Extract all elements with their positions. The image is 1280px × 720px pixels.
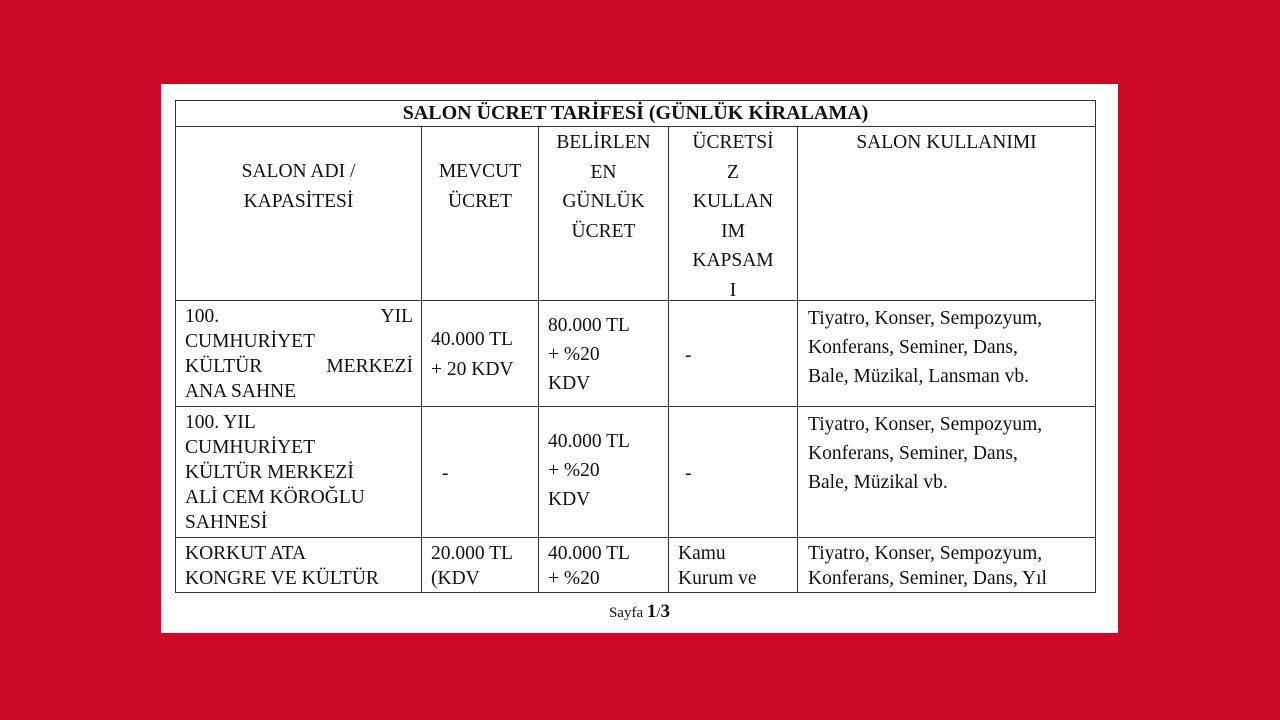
header-free-usage: ÜCRETSİ Z KULLAN IM KAPSAM I (668, 126, 798, 301)
table-row-3-current: 20.000 TL (KDV (421, 537, 539, 593)
table-row-2-free: - (668, 406, 798, 538)
header-daily-fee: BELİRLEN EN GÜNLÜK ÜCRET (538, 126, 669, 301)
table-row-3-daily: 40.000 TL + %20 (538, 537, 669, 593)
table-row-2-daily: 40.000 TL + %20 KDV (538, 406, 669, 538)
table-row-2-current: - (421, 406, 539, 538)
table-row-2-usage: Tiyatro, Konser, Sempozyum, Konferans, Seminer, Dans, Bale, Müzikal vb. (797, 406, 1096, 538)
header-current-fee: MEVCUT ÜCRET (421, 126, 539, 301)
page-label: Sayfa (608, 605, 644, 621)
table-row-1-usage: Tiyatro, Konser, Sempozyum, Konferans, Seminer, Dans, Bale, Müzikal, Lansman vb. (797, 300, 1096, 407)
name-line: KONGRE VE KÜLTÜR (185, 568, 379, 589)
total-pages: 3 (660, 601, 671, 622)
current-page: 1 (646, 601, 657, 622)
table-row-3-name (175, 537, 422, 593)
table-row-3-usage: Tiyatro, Konser, Sempozyum, Konferans, Seminer, Dans, Yıl (797, 537, 1096, 593)
table-row-1-name (175, 300, 422, 407)
table-row-3-free: Kamu Kurum ve (668, 537, 798, 593)
name-line: ALİ CEM KÖROĞLU (185, 487, 365, 508)
table-row-1-daily: 80.000 TL + %20 KDV (538, 300, 669, 407)
name-line: 100. YIL (185, 306, 413, 327)
name-line: ANA SAHNE (185, 381, 297, 402)
name-line: KÜLTÜR MERKEZİ (185, 356, 413, 377)
page-number (161, 601, 1118, 623)
name-line: SAHNESİ (185, 512, 268, 533)
name-line: CUMHURİYET (185, 437, 315, 458)
name-line: CUMHURİYET (185, 331, 315, 352)
page-separator: / (656, 605, 661, 621)
name-line: KORKUT ATA (185, 543, 307, 564)
table-title: SALON ÜCRET TARİFESİ (GÜNLÜK KİRALAMA) (175, 100, 1096, 127)
table-row-1-free: - (668, 300, 798, 407)
table-row-1-current: 40.000 TL + 20 KDV (421, 300, 539, 407)
name-line: KÜLTÜR MERKEZİ (185, 462, 354, 483)
header-salon-name: SALON ADI / KAPASİTESİ (175, 126, 422, 301)
header-salon-usage: SALON KULLANIMI (797, 126, 1096, 301)
document-page (161, 84, 1118, 633)
table-row-2-name (175, 406, 422, 538)
name-line: 100. YIL (185, 412, 256, 433)
